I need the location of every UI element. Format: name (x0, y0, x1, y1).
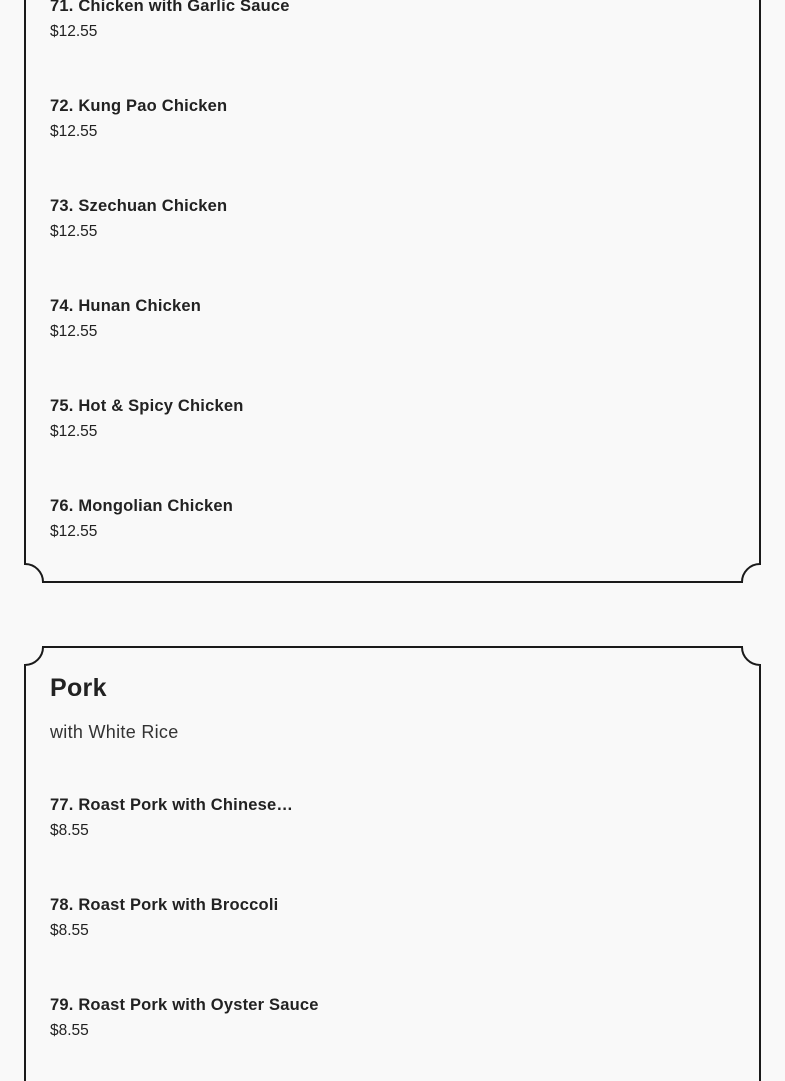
menu-item[interactable] (50, 196, 227, 242)
menu-item-name: 75. Hot & Spicy Chicken (50, 397, 244, 415)
menu-item-name: 71. Chicken with Garlic Sauce (50, 0, 290, 15)
menu-item[interactable] (50, 496, 233, 542)
chicken-menu-card (24, 0, 761, 583)
menu-item-price: $8.55 (50, 822, 89, 839)
menu-item-name: 76. Mongolian Chicken (50, 497, 233, 515)
menu-item-name: 73. Szechuan Chicken (50, 197, 228, 215)
menu-item[interactable] (50, 0, 290, 42)
menu-item-price: $8.55 (50, 1022, 89, 1039)
menu-item-price: $12.55 (50, 223, 98, 240)
menu-item-name: 74. Hunan Chicken (50, 297, 202, 315)
menu-item-price: $12.55 (50, 523, 98, 540)
menu-item[interactable] (50, 396, 244, 442)
menu-item-name: 78. Roast Pork with Broccoli (50, 896, 279, 914)
menu-item-price: $12.55 (50, 123, 98, 140)
menu-item-price: $12.55 (50, 23, 98, 40)
menu-item-price: $8.55 (50, 922, 89, 939)
section-subtitle: with White Rice (50, 722, 179, 742)
menu-item-price: $12.55 (50, 423, 98, 440)
menu-item[interactable] (50, 995, 319, 1041)
menu-item-name: 79. Roast Pork with Oyster Sauce (50, 996, 319, 1014)
menu-item-name: 77. Roast Pork with Chinese… (50, 796, 294, 814)
menu-item-price: $12.55 (50, 323, 98, 340)
menu-item[interactable] (50, 296, 201, 342)
menu-item[interactable] (50, 895, 278, 941)
menu-item-name: 72. Kung Pao Chicken (50, 97, 228, 115)
pork-menu-card (24, 646, 761, 1081)
menu-item[interactable] (50, 795, 293, 841)
menu-item[interactable] (50, 96, 227, 142)
section-title: Pork (50, 674, 107, 702)
